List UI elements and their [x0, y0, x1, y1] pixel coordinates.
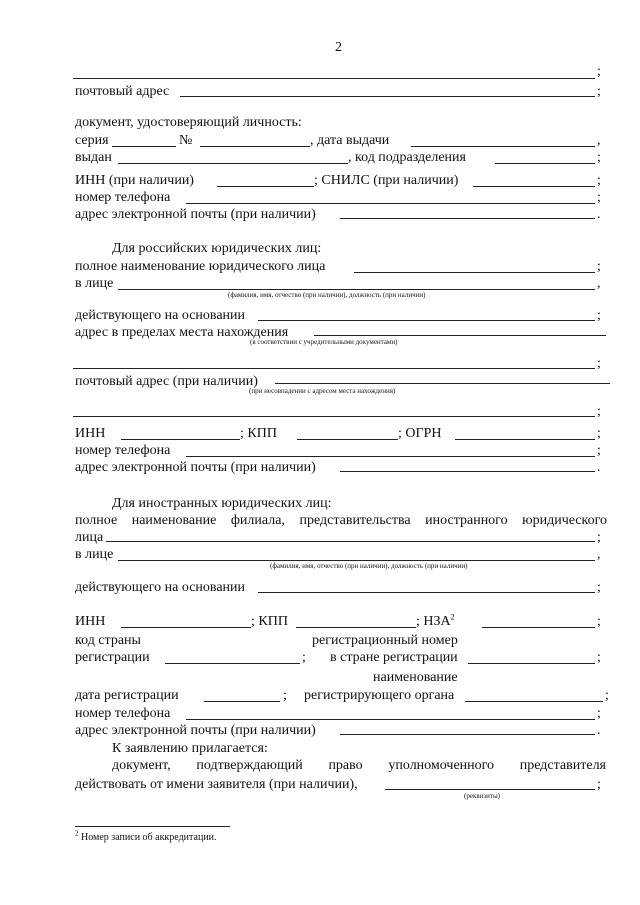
issue-date-label: , дата выдачи [310, 133, 390, 148]
foreign-inn-line[interactable] [121, 627, 251, 628]
series-line[interactable] [112, 146, 176, 147]
comma: , [597, 547, 601, 562]
period: . [597, 723, 601, 738]
issued-by-label: выдан [75, 150, 112, 165]
comma: , [597, 133, 601, 148]
ru-postal-label: почтовый адрес (при наличии) [75, 374, 258, 389]
attachment-doc-line2: действовать от имени заявителя (при наличии), [75, 777, 358, 792]
ru-postal-continuation-line[interactable] [73, 416, 595, 417]
semicolon: ; [597, 404, 601, 419]
comma: , [597, 276, 601, 291]
issue-date-line[interactable] [411, 146, 595, 147]
semicolon: ; [597, 777, 601, 792]
email-label: адрес электронной почты (при наличии) [75, 207, 316, 222]
period: . [597, 460, 601, 475]
reg-date-line[interactable] [204, 701, 280, 702]
semicolon: ; [597, 614, 601, 629]
foreign-kpp-label: ; КПП [251, 614, 288, 629]
snils-label: ; СНИЛС (при наличии) [314, 173, 459, 188]
attachments-heading: К заявлению прилагается: [112, 741, 268, 756]
ru-acting-basis-line[interactable] [258, 320, 595, 321]
postal-address-label: почтовый адрес [75, 84, 170, 99]
ru-address-continuation-line[interactable] [73, 368, 595, 369]
semicolon: ; [597, 706, 601, 721]
ru-full-name-line[interactable] [354, 272, 595, 273]
inn-label: ИНН (при наличии) [75, 173, 194, 188]
phone-label: номер телефона [75, 190, 171, 205]
ru-inn-label: ИНН [75, 426, 106, 441]
ru-email-label: адрес электронной почты (при наличии) [75, 460, 316, 475]
foreign-acting-basis-label: действующего на основании [75, 580, 246, 595]
semicolon: ; [597, 580, 601, 595]
authority-label-1: наименование [373, 670, 458, 685]
foreign-inn-label: ИНН [75, 614, 106, 629]
ru-in-person-label: в лице [75, 276, 114, 291]
ru-address-hint: (в соответствии с учредительными документами) [250, 338, 398, 346]
authority-label-2: регистрирующего органа [304, 688, 455, 703]
issued-by-line[interactable] [118, 163, 348, 164]
requisites-hint: (реквизиты) [464, 792, 500, 800]
page-number: 2 [335, 40, 342, 55]
foreign-full-name-label: полное наименование филиала, представительства иностранного юридического [75, 513, 607, 528]
address-continuation-line[interactable] [73, 78, 595, 79]
foreign-legal-heading: Для иностранных юридических лиц: [112, 496, 332, 511]
semicolon: ; [597, 530, 601, 545]
foreign-full-name-line[interactable] [106, 541, 595, 542]
series-label: серия [75, 133, 109, 148]
semicolon: ; [597, 150, 601, 165]
ru-postal-line[interactable] [275, 383, 610, 384]
ru-ogrn-label: ; ОГРН [398, 426, 442, 441]
foreign-phone-line[interactable] [186, 719, 595, 720]
semicolon: ; [597, 356, 601, 371]
number-sign-label: № [179, 133, 193, 148]
foreign-person-hint: (фамилия, имя, отчество (при наличии), должность (при наличии) [270, 562, 468, 570]
ru-phone-label: номер телефона [75, 443, 171, 458]
country-code-line[interactable] [165, 663, 300, 664]
ru-phone-line[interactable] [186, 456, 595, 457]
footnote-separator [75, 826, 230, 827]
foreign-phone-label: номер телефона [75, 706, 171, 721]
semicolon: ; [597, 443, 601, 458]
ru-in-person-line[interactable] [118, 289, 595, 290]
semicolon: ; [597, 84, 601, 99]
semicolon: ; [302, 650, 306, 665]
ru-inn-line[interactable] [121, 439, 240, 440]
postal-address-line[interactable] [180, 96, 595, 97]
snils-line[interactable] [473, 186, 595, 187]
ru-postal-hint: (при несовпадении с адресом места нахождения) [249, 387, 396, 395]
semicolon: ; [597, 259, 601, 274]
semicolon: ; [597, 308, 601, 323]
foreign-in-person-line[interactable] [118, 560, 595, 561]
ru-kpp-label: ; КПП [240, 426, 277, 441]
foreign-nza-line[interactable] [482, 627, 595, 628]
ru-acting-basis-label: действующего на основании [75, 308, 246, 323]
semicolon: ; [597, 64, 601, 79]
foreign-acting-basis-line[interactable] [258, 592, 595, 593]
reg-number-label-1: регистрационный номер [312, 633, 458, 648]
authority-line[interactable] [465, 701, 603, 702]
ru-full-name-label: полное наименование юридического лица [75, 259, 326, 274]
semicolon: ; [597, 190, 601, 205]
ru-email-line[interactable] [340, 471, 595, 472]
requisites-line[interactable] [385, 789, 595, 790]
semicolon: ; [597, 173, 601, 188]
country-code-label-2: регистрации [75, 650, 150, 665]
ru-legal-heading: Для российских юридических лиц: [112, 241, 322, 256]
number-line[interactable] [200, 146, 310, 147]
ru-kpp-line[interactable] [297, 439, 398, 440]
phone-line[interactable] [186, 203, 595, 204]
reg-date-label: дата регистрации [75, 688, 179, 703]
semicolon: ; [283, 688, 287, 703]
foreign-in-person-label: в лице [75, 547, 114, 562]
foreign-email-label: адрес электронной почты (при наличии) [75, 723, 316, 738]
foreign-full-name-cont: лица [75, 530, 104, 545]
semicolon: ; [597, 650, 601, 665]
email-line[interactable] [340, 218, 595, 219]
reg-number-line[interactable] [468, 663, 595, 664]
ru-address-label: адрес в пределах места нахождения [75, 325, 289, 340]
foreign-nza-label: ; НЗА$^2$ [416, 612, 455, 629]
country-code-label-1: код страны [75, 633, 141, 648]
foreign-email-line[interactable] [340, 734, 595, 735]
ru-ogrn-line[interactable] [455, 439, 595, 440]
semicolon: ; [605, 688, 609, 703]
footnote: $^2$ Номер записи об аккредитации. [75, 829, 217, 843]
dept-code-line[interactable] [495, 163, 595, 164]
semicolon: ; [597, 426, 601, 441]
period: . [597, 207, 601, 222]
foreign-kpp-line[interactable] [296, 627, 416, 628]
dept-code-label: , код подразделения [348, 150, 466, 165]
ru-address-line[interactable] [314, 335, 606, 336]
ru-person-hint: (фамилия, имя, отчество (при наличии), должность (при наличии) [228, 291, 426, 299]
reg-number-label-2: в стране регистрации [330, 650, 458, 665]
inn-line[interactable] [217, 186, 314, 187]
attachment-doc-line1: документ, подтверждающий право уполномоченного представителя [112, 758, 606, 773]
id-document-heading: документ, удостоверяющий личность: [75, 115, 302, 130]
